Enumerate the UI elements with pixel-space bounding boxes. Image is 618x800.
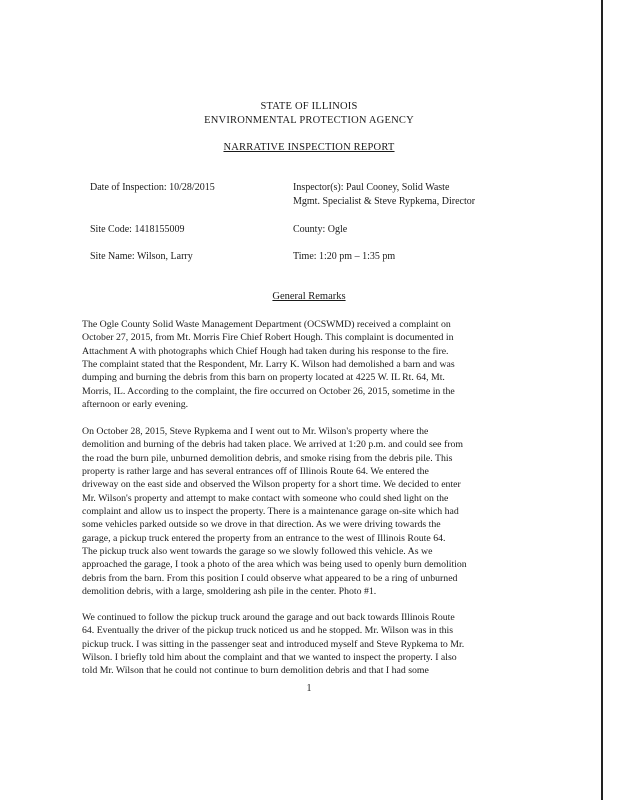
paragraph-1 bbox=[82, 318, 542, 411]
paragraph-3 bbox=[82, 611, 542, 678]
text-line: Attachment A with photographs which Chief Hough had taken during his response to the fire. bbox=[82, 345, 449, 357]
text-line: some vehicles parked outside so we drove in that direction. As we were driving towards the bbox=[82, 519, 441, 531]
text-line: told Mr. Wilson that he could not continue to burn demolition debris and that I had some bbox=[82, 665, 429, 677]
text-line: property is rather large and has several entrances off of Illinois Route 64. We entered the bbox=[82, 466, 429, 478]
text-line: The complaint stated that the Respondent, Mr. Larry K. Wilson had demolished a barn and was bbox=[82, 359, 455, 371]
text-line: On October 28, 2015, Steve Rypkema and I went out to Mr. Wilson's property where the bbox=[82, 426, 429, 437]
text-line: garage, a pickup truck entered the property from an entrance to the west of Illinois Route 64. bbox=[82, 532, 446, 544]
inspection-time: Time: 1:20 pm – 1:35 pm bbox=[293, 251, 396, 262]
county: County: Ogle bbox=[293, 224, 348, 235]
report-title: NARRATIVE INSPECTION REPORT bbox=[223, 142, 395, 153]
text-line: afternoon or early evening. bbox=[82, 399, 189, 411]
text-line: dumping and burning the debris from this barn on property located at 4225 W. IL Rt. 64, Mt. bbox=[82, 372, 445, 384]
text-line: The pickup truck also went towards the garage so we slowly followed this vehicle. As we bbox=[82, 546, 433, 558]
text-line: Wilson. I briefly told him about the complaint and that we wanted to inspect the property. I also bbox=[82, 652, 457, 664]
inspection-date: Date of Inspection: 10/28/2015 bbox=[90, 182, 215, 193]
text-line: approached the garage, I took a photo of the area which was being used to openly burn demolition bbox=[82, 559, 467, 571]
text-line: debris from the barn. From this position I could observe what appeared to be a ring of unburned bbox=[82, 572, 458, 584]
inspector-line-1: Inspector(s): Paul Cooney, Solid Waste bbox=[293, 182, 450, 193]
agency-heading: ENVIRONMENTAL PROTECTION AGENCY bbox=[204, 115, 414, 126]
text-line: driveway on the east side and observed the Wilson property for a short time. We decided to enter bbox=[82, 479, 461, 491]
general-remarks-heading: General Remarks bbox=[272, 291, 346, 302]
site-name: Site Name: Wilson, Larry bbox=[90, 251, 193, 262]
site-code: Site Code: 1418155009 bbox=[90, 224, 185, 235]
text-line: We continued to follow the pickup truck around the garage and out back towards Illinois Route bbox=[82, 612, 455, 623]
text-line: pickup truck. I was sitting in the passenger seat and introduced myself and Steve Rypkema to Mr. bbox=[82, 638, 465, 650]
inspector-line-2: Mgmt. Specialist & Steve Rypkema, Director bbox=[293, 196, 476, 207]
text-line: demolition and burning of the debris had taken place. We arrived at 1:20 p.m. and could see from bbox=[82, 439, 463, 451]
page-number: 1 bbox=[306, 683, 312, 694]
text-line: Morris, IL. According to the complaint, the fire occurred on October 26, 2015, sometime in the bbox=[82, 385, 455, 397]
state-heading: STATE OF ILLINOIS bbox=[260, 101, 358, 112]
text-line: the road the burn pile, unburned demolition debris, and smoke rising from the debris pile. This bbox=[82, 452, 453, 464]
text-line: demolition debris, with a large, smoldering ash pile in the center. Photo #1. bbox=[82, 586, 377, 598]
text-line: The Ogle County Solid Waste Management Department (OCSWMD) received a complaint on bbox=[82, 319, 451, 330]
text-line: 64. Eventually the driver of the pickup truck noticed us and he stopped. Mr. Wilson was in this bbox=[82, 625, 454, 637]
text-line: Mr. Wilson's property and attempt to make contact with someone who could shed light on the bbox=[82, 492, 449, 504]
text-line: October 27, 2015, from Mt. Morris Fire Chief Robert Hough. This complaint is documented in bbox=[82, 332, 454, 344]
text-line: complaint and allow us to inspect the property. There is a maintenance garage on-site which had bbox=[82, 506, 459, 518]
paragraph-2 bbox=[82, 425, 542, 598]
